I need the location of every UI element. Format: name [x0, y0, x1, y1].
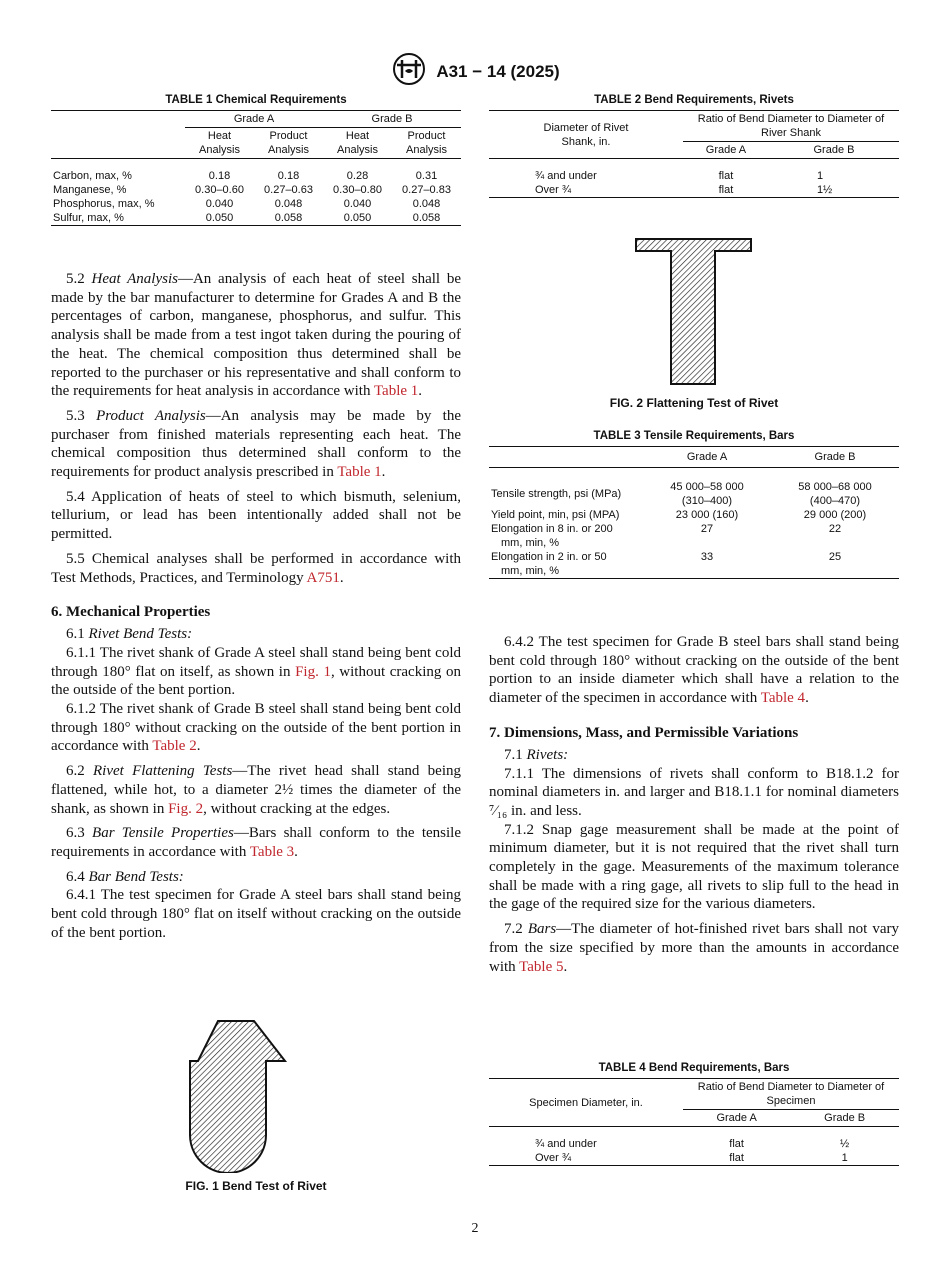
paragraph-7-1: 7.1 Rivets:	[504, 746, 569, 763]
section-7-heading: 7. Dimensions, Mass, and Permissible Variations	[489, 724, 799, 741]
section-6-heading: 6. Mechanical Properties	[51, 604, 211, 621]
left-column	[51, 94, 461, 943]
table-row: ¾ and under flat 1	[535, 170, 824, 182]
table-row: Elongation in 8 in. or 200 mm, min, % 27 22	[491, 523, 842, 549]
table-row: Yield point, min, psi (MPA) 23 000 (160) 29 000 (200)	[491, 509, 867, 521]
paragraph-7-1-1: 7.1.1 The dimensions of rivets shall conform to B18.1.2 for nominal diameters in. and larger and B18.1.1 for nominal diameters ⁷⁄₁₆ in. and less.	[489, 765, 899, 819]
standard-designation: A31 − 14 (2025)	[436, 61, 560, 81]
table4-caption: TABLE 4 Bend Requirements, Bars	[598, 1062, 790, 1074]
fig1-link[interactable]: Fig. 1	[295, 663, 331, 680]
a751-link[interactable]: A751	[306, 569, 340, 586]
paragraph-7-2: 7.2 Bars—The diameter of hot-finished rivet bars shall not vary from the size specified by more than the amounts in accordance with Table 5.	[489, 921, 900, 975]
paragraph-6-3: 6.3 Bar Tensile Properties—Bars shall conform to the tensile requirements in accordance with Table 3.	[51, 825, 461, 860]
table1-group-grade-a: Grade A	[185, 111, 323, 128]
table-row: Manganese, % 0.30–0.60 0.27–0.63 0.30–0.80 0.27–0.83	[53, 184, 451, 196]
paragraph-6-1-1: 6.1.1 The rivet shank of Grade A steel shall stand being bent cold through 180° flat on itself, as shown in Fig. 1, without cracking on the outside of the bent portion.	[51, 644, 461, 699]
table2-group-header: Ratio of Bend Diameter to Diameter of River Shank	[683, 111, 899, 142]
table4-row-header: Specimen Diameter, in.	[529, 1096, 643, 1109]
table3-col-grade-a: Grade A	[686, 451, 728, 463]
fig2-caption: FIG. 2 Flattening Test of Rivet	[609, 396, 779, 410]
page-number: 2	[471, 1221, 479, 1236]
table-row: Sulfur, max, % 0.050 0.058 0.050 0.058	[51, 211, 461, 226]
table2-col-grade-b: Grade B	[813, 144, 855, 156]
paragraph-5-3: 5.3 Product Analysis—An analysis may be made by the purchaser from finished materials representing each heat. The chemical composition thus determined shall conform to the requirements for product analysis prescribed in Table 1.	[51, 407, 462, 481]
paragraph-6-2: 6.2 Rivet Flattening Tests—The rivet head shall stand being flattened, while hot, to a diameter 2½ times the diameter of the shank, as shown in Fig. 2, without cracking at the edges.	[51, 763, 461, 817]
table3-col-grade-b: Grade B	[814, 451, 856, 463]
table1-caption: TABLE 1 Chemical Requirements	[165, 94, 347, 106]
table4-col-grade-a: Grade A	[716, 1112, 757, 1124]
table-row: Over ¾ flat 1½	[489, 183, 899, 198]
table-row: Elongation in 2 in. or 50 mm, min, % 33 25	[489, 550, 899, 579]
rivet-flattening-drawing	[489, 236, 899, 388]
paragraph-5-4: 5.4 Application of heats of steel to which bismuth, selenium, tellurium, or lead has been intentionally added shall not be permitted.	[51, 488, 461, 543]
table-row: Carbon, max, % 0.18 0.18 0.28 0.31	[53, 170, 438, 182]
paragraph-6-4-2: 6.4.2 The test specimen for Grade B steel bars shall stand being bent cold through 180° without cracking on the outside of the bent portion to an inside diameter which shall have a relation to the diameter of the specimen in accordance with Table 4.	[489, 634, 899, 707]
table1-chemical-requirements	[51, 110, 461, 226]
table2-bend-requirements-rivets	[489, 110, 899, 198]
table1-link[interactable]: Table 1	[337, 464, 382, 481]
table4-col-grade-b: Grade B	[824, 1112, 866, 1124]
paragraph-5-2: 5.2 Heat Analysis—An analysis of each heat of steel shall be made by the bar manufacturer to determine for Grades A and B the percentages of carbon, manganese, phosphorus, and sulfur. This analysis shall be made from a test ingot taken during the pouring of the heat. The chemical composition thus determined shall be reported to the purchaser or his representative and shall conform to the requirements for heat analysis in accordance with Table 1.	[51, 271, 461, 400]
table3-tensile-requirements	[489, 446, 899, 579]
paragraph-6-1-2: 6.1.2 The rivet shank of Grade B steel shall stand being bent cold through 180° without cracking on the outside of the bent portion in accordance with Table 2.	[51, 701, 461, 755]
table3-link[interactable]: Table 3	[249, 843, 295, 860]
table-row: Phosphorus, max, % 0.040 0.048 0.040 0.048	[53, 198, 441, 210]
table-row: Over ¾ flat 1	[489, 1151, 899, 1166]
page-header	[0, 52, 950, 91]
astm-logo	[390, 52, 428, 91]
table1-link[interactable]: Table 1	[373, 383, 419, 400]
right-column	[489, 94, 899, 976]
table1-col-header: Product Analysis	[268, 130, 309, 156]
table-row: Tensile strength, psi (MPa) 45 000–58 000 (310–400) 58 000–68 000 (400–470)	[491, 481, 872, 507]
figure-2	[489, 236, 899, 410]
paragraph-6-4: 6.4 Bar Bend Tests:	[66, 868, 184, 885]
table5-link[interactable]: Table 5	[519, 958, 564, 975]
table2-row-header: Diameter of Rivet Shank, in.	[543, 121, 629, 148]
paragraph-6-4-1: 6.4.1 The test specimen for Grade A steel bars shall stand being bent cold through 180° flat on itself without cracking on the outside of the bent portion.	[51, 887, 461, 941]
table1-col-header: Heat Analysis	[199, 130, 240, 156]
table2-link[interactable]: Table 2	[152, 738, 197, 755]
table4-group-header: Ratio of Bend Diameter to Diameter of Specimen	[683, 1079, 899, 1110]
paragraph-7-1-2: 7.1.2 Snap gage measurement shall be made at the point of minimum diameter, but it is not required that the rivet shall turn completely in the gage. Measurements of the maximum tolerance shall be made with a ring gage, all rivets to slip full to the head in the gage of the required size for the various diameters.	[489, 821, 899, 913]
table2-caption: TABLE 2 Bend Requirements, Rivets	[594, 94, 794, 106]
table4-bend-requirements-bars	[489, 1078, 899, 1166]
table4-block	[489, 1062, 899, 1166]
table-row: ¾ and under flat ½	[535, 1138, 850, 1150]
paragraph-5-5: 5.5 Chemical analyses shall be performed in accordance with Test Methods, Practices, and Terminology A751.	[51, 550, 461, 586]
table1-col-header: Heat Analysis	[337, 130, 378, 156]
table4-link[interactable]: Table 4	[760, 690, 806, 707]
paragraph-6-1: 6.1 Rivet Bend Tests:	[66, 626, 193, 643]
table1-col-header: Product Analysis	[406, 130, 447, 156]
table1-group-grade-b: Grade B	[323, 111, 461, 128]
table2-col-grade-a: Grade A	[705, 144, 747, 156]
figure-1	[51, 1015, 461, 1193]
fig2-link[interactable]: Fig. 2	[168, 800, 204, 817]
table3-caption: TABLE 3 Tensile Requirements, Bars	[593, 430, 795, 442]
fig1-caption: FIG. 1 Bend Test of Rivet	[185, 1179, 327, 1193]
rivet-bend-drawing	[51, 1015, 461, 1173]
